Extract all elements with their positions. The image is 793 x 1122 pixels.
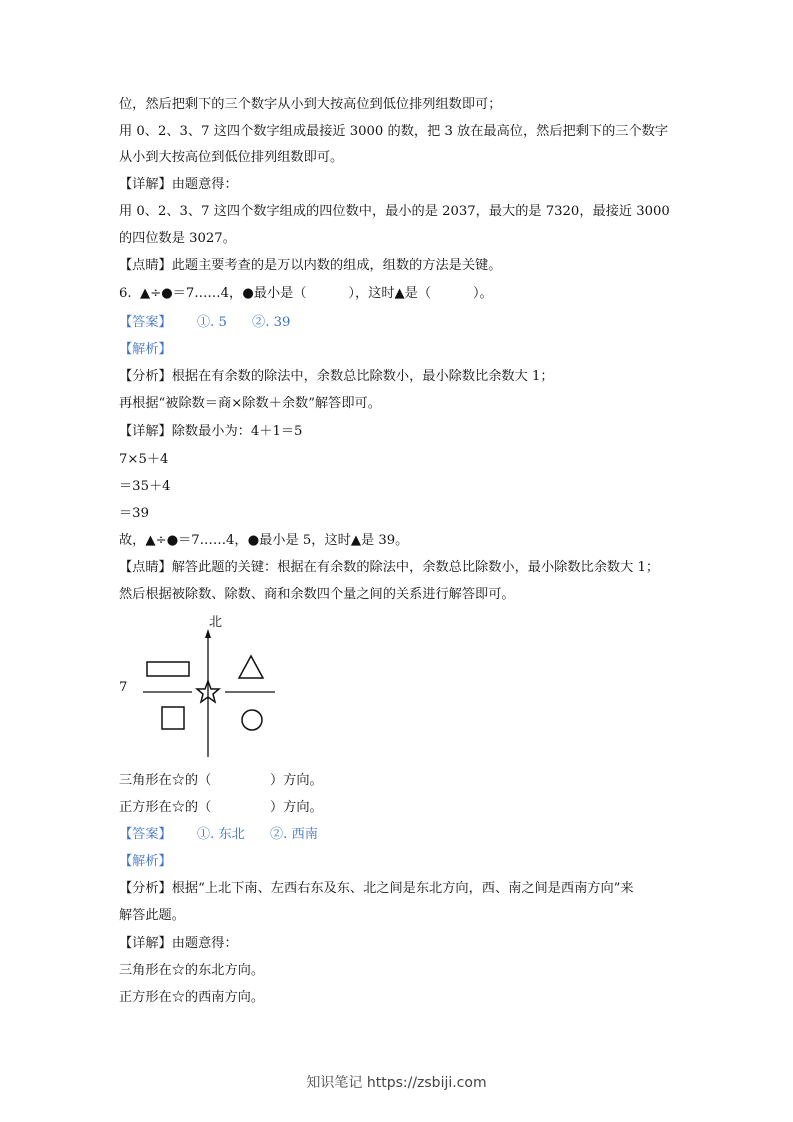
text-line: 【详解】由题意得： — [119, 177, 238, 192]
text-line: 【详解】由题意得： — [119, 936, 238, 951]
footer-watermark: 知识笔记 https://zsbiji.com — [306, 1075, 487, 1091]
question-7-line1: 三角形在☆的（ ）方向。 — [119, 773, 323, 788]
answer-6: 【答案】 ①. 5 ②. 39 — [119, 315, 291, 330]
circle-icon — [242, 710, 262, 730]
text-line: 【点睛】解答此题的关键：根据在有余数的除法中，余数总比除数小，最小除数比余数大 1； — [119, 560, 660, 575]
north-arrow-icon — [205, 629, 211, 638]
text-line: 【分析】根据“上北下南、左西右东及东、北之间是东北方向，西、南之间是西南方向”来 — [119, 881, 634, 896]
text-line: ＝35＋4 — [119, 479, 171, 494]
text-line: 再根据“被除数＝商×除数＋余数”解答即可。 — [119, 396, 381, 411]
text-line: 然后根据被除数、除数、商和余数四个量之间的关系进行解答即可。 — [119, 587, 515, 602]
text-line: 解答此题。 — [119, 908, 185, 923]
text-line: 故，▲÷●＝7……4，●最小是 5，这时▲是 39。 — [119, 533, 409, 548]
text-line: 【分析】根据在有余数的除法中，余数总比除数小，最小除数比余数大 1； — [119, 369, 554, 384]
question-7-line2: 正方形在☆的（ ）方向。 — [119, 800, 323, 815]
question-7-number: 7 — [119, 680, 128, 695]
text-line: 的四位数是 3027。 — [119, 231, 236, 246]
square-icon — [162, 707, 184, 729]
text-line: 从小到大按高位到低位排列组数即可。 — [119, 150, 344, 165]
analysis-tag-6: 【解析】 — [119, 342, 172, 357]
text-line: 三角形在☆的东北方向。 — [119, 963, 265, 978]
text-line: 位，然后把剩下的三个数字从小到大按高位到低位排列组数即可； — [119, 97, 502, 112]
text-line: 【点睛】此题主要考查的是万以内数的组成，组数的方法是关键。 — [119, 258, 502, 273]
question-6: 6. ▲÷●＝7……4，●最小是（ ），这时▲是（ ）。 — [119, 286, 493, 301]
triangle-icon — [239, 656, 263, 678]
direction-diagram — [115, 612, 285, 762]
text-line: ＝39 — [119, 506, 149, 521]
text-line: 用 0、2、3、7 这四个数字组成最接近 3000 的数，把 3 放在最高位，然后把剩下的三个数字 — [119, 124, 669, 139]
rectangle-icon — [147, 662, 189, 676]
text-line: 【详解】除数最小为：4＋1＝5 — [119, 424, 303, 439]
text-line: 正方形在☆的西南方向。 — [119, 990, 265, 1005]
analysis-tag-7: 【解析】 — [119, 854, 172, 869]
text-line: 用 0、2、3、7 这四个数字组成的四位数中，最小的是 2037，最大的是 7320，最接近 3000 — [119, 204, 670, 219]
north-label: 北 — [209, 615, 223, 630]
answer-7: 【答案】 ①. 东北 ②. 西南 — [119, 827, 318, 842]
text-line: 7×5＋4 — [119, 452, 169, 467]
